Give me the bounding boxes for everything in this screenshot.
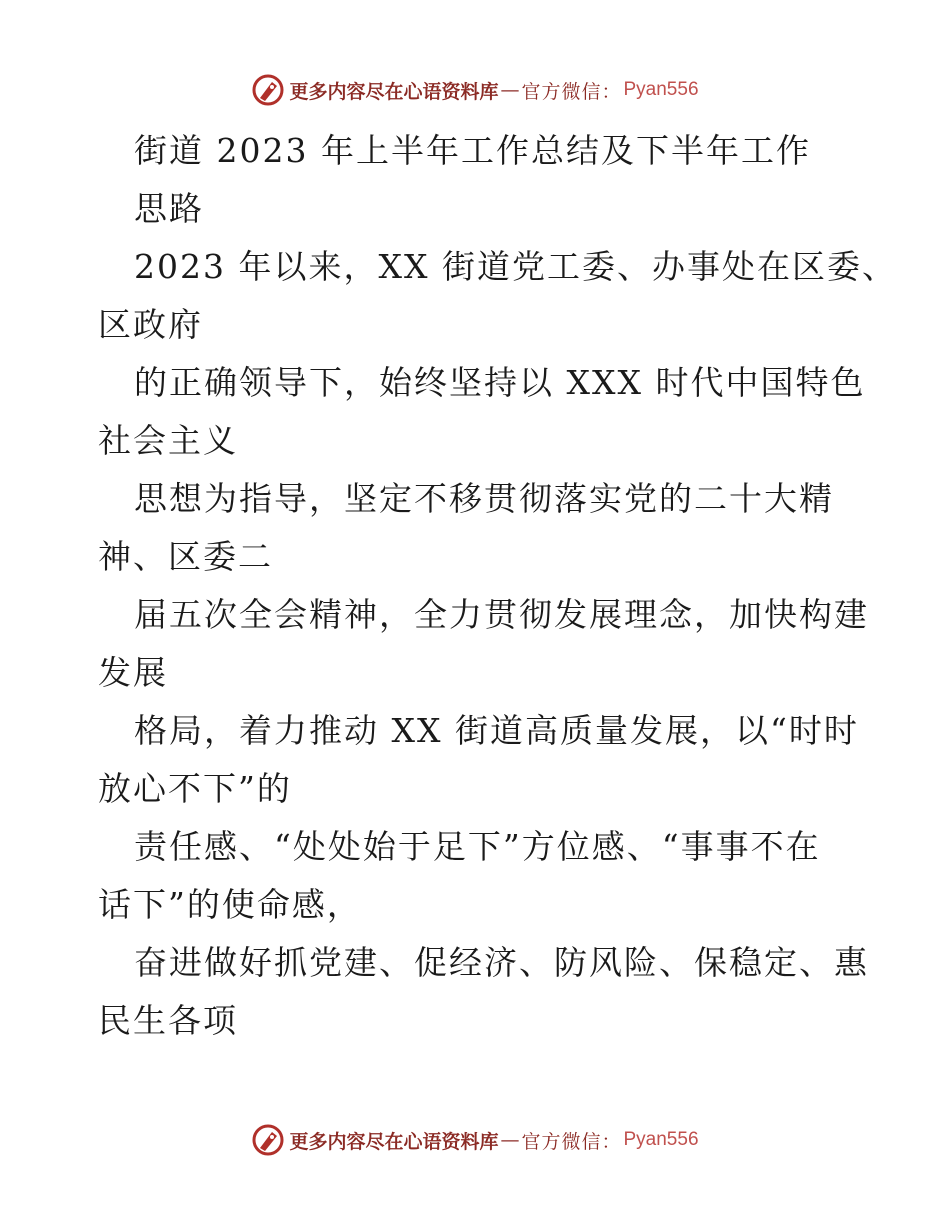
document-line: 2023 年以来，XX 街道党工委、办事处在区委、	[134, 247, 897, 286]
document-line: 发展	[98, 653, 168, 692]
watermark-wechat-label: 官方微信：	[521, 1130, 622, 1153]
footer-watermark	[0, 1120, 950, 1160]
document-line: 话下”的使命感，	[98, 885, 362, 924]
document-line: 街道 2023 年上半年工作总结及下半年工作	[134, 131, 811, 170]
document-line: 神、区委二	[98, 537, 273, 576]
watermark-wechat-label: 官方微信：	[521, 80, 622, 103]
document-line: 届五次全会精神，全力贯彻发展理念，加快构建	[134, 595, 869, 634]
watermark-dash: —	[500, 1129, 520, 1151]
watermark-wechat-id: Pyan556	[623, 1129, 699, 1150]
document-line: 责任感、“处处始于足下”方位感、“事事不在	[134, 827, 821, 866]
document-line: 格局，着力推动 XX 街道高质量发展，以“时时	[134, 711, 859, 750]
document-line: 放心不下”的	[98, 769, 292, 808]
watermark-brand: 更多内容尽在心语资料库	[289, 80, 499, 103]
watermark-dash: —	[500, 79, 520, 101]
document-line: 思想为指导，坚定不移贯彻落实党的二十大精	[134, 479, 834, 518]
watermark-wechat-id: Pyan556	[623, 79, 699, 100]
document-body	[98, 122, 897, 1050]
document-line: 奋进做好抓党建、促经济、防风险、保稳定、惠	[134, 943, 869, 982]
document-line: 区政府	[98, 305, 203, 344]
watermark-brand: 更多内容尽在心语资料库	[289, 1130, 499, 1153]
document-line: 的正确领导下，始终坚持以 XXX 时代中国特色	[134, 363, 866, 402]
pen-nib-logo-icon	[251, 73, 285, 107]
document-line: 社会主义	[98, 421, 238, 460]
header-watermark	[0, 70, 950, 110]
pen-nib-logo-icon	[251, 1123, 285, 1157]
document-line: 民生各项	[98, 1001, 238, 1040]
document-line: 思路	[134, 189, 204, 228]
